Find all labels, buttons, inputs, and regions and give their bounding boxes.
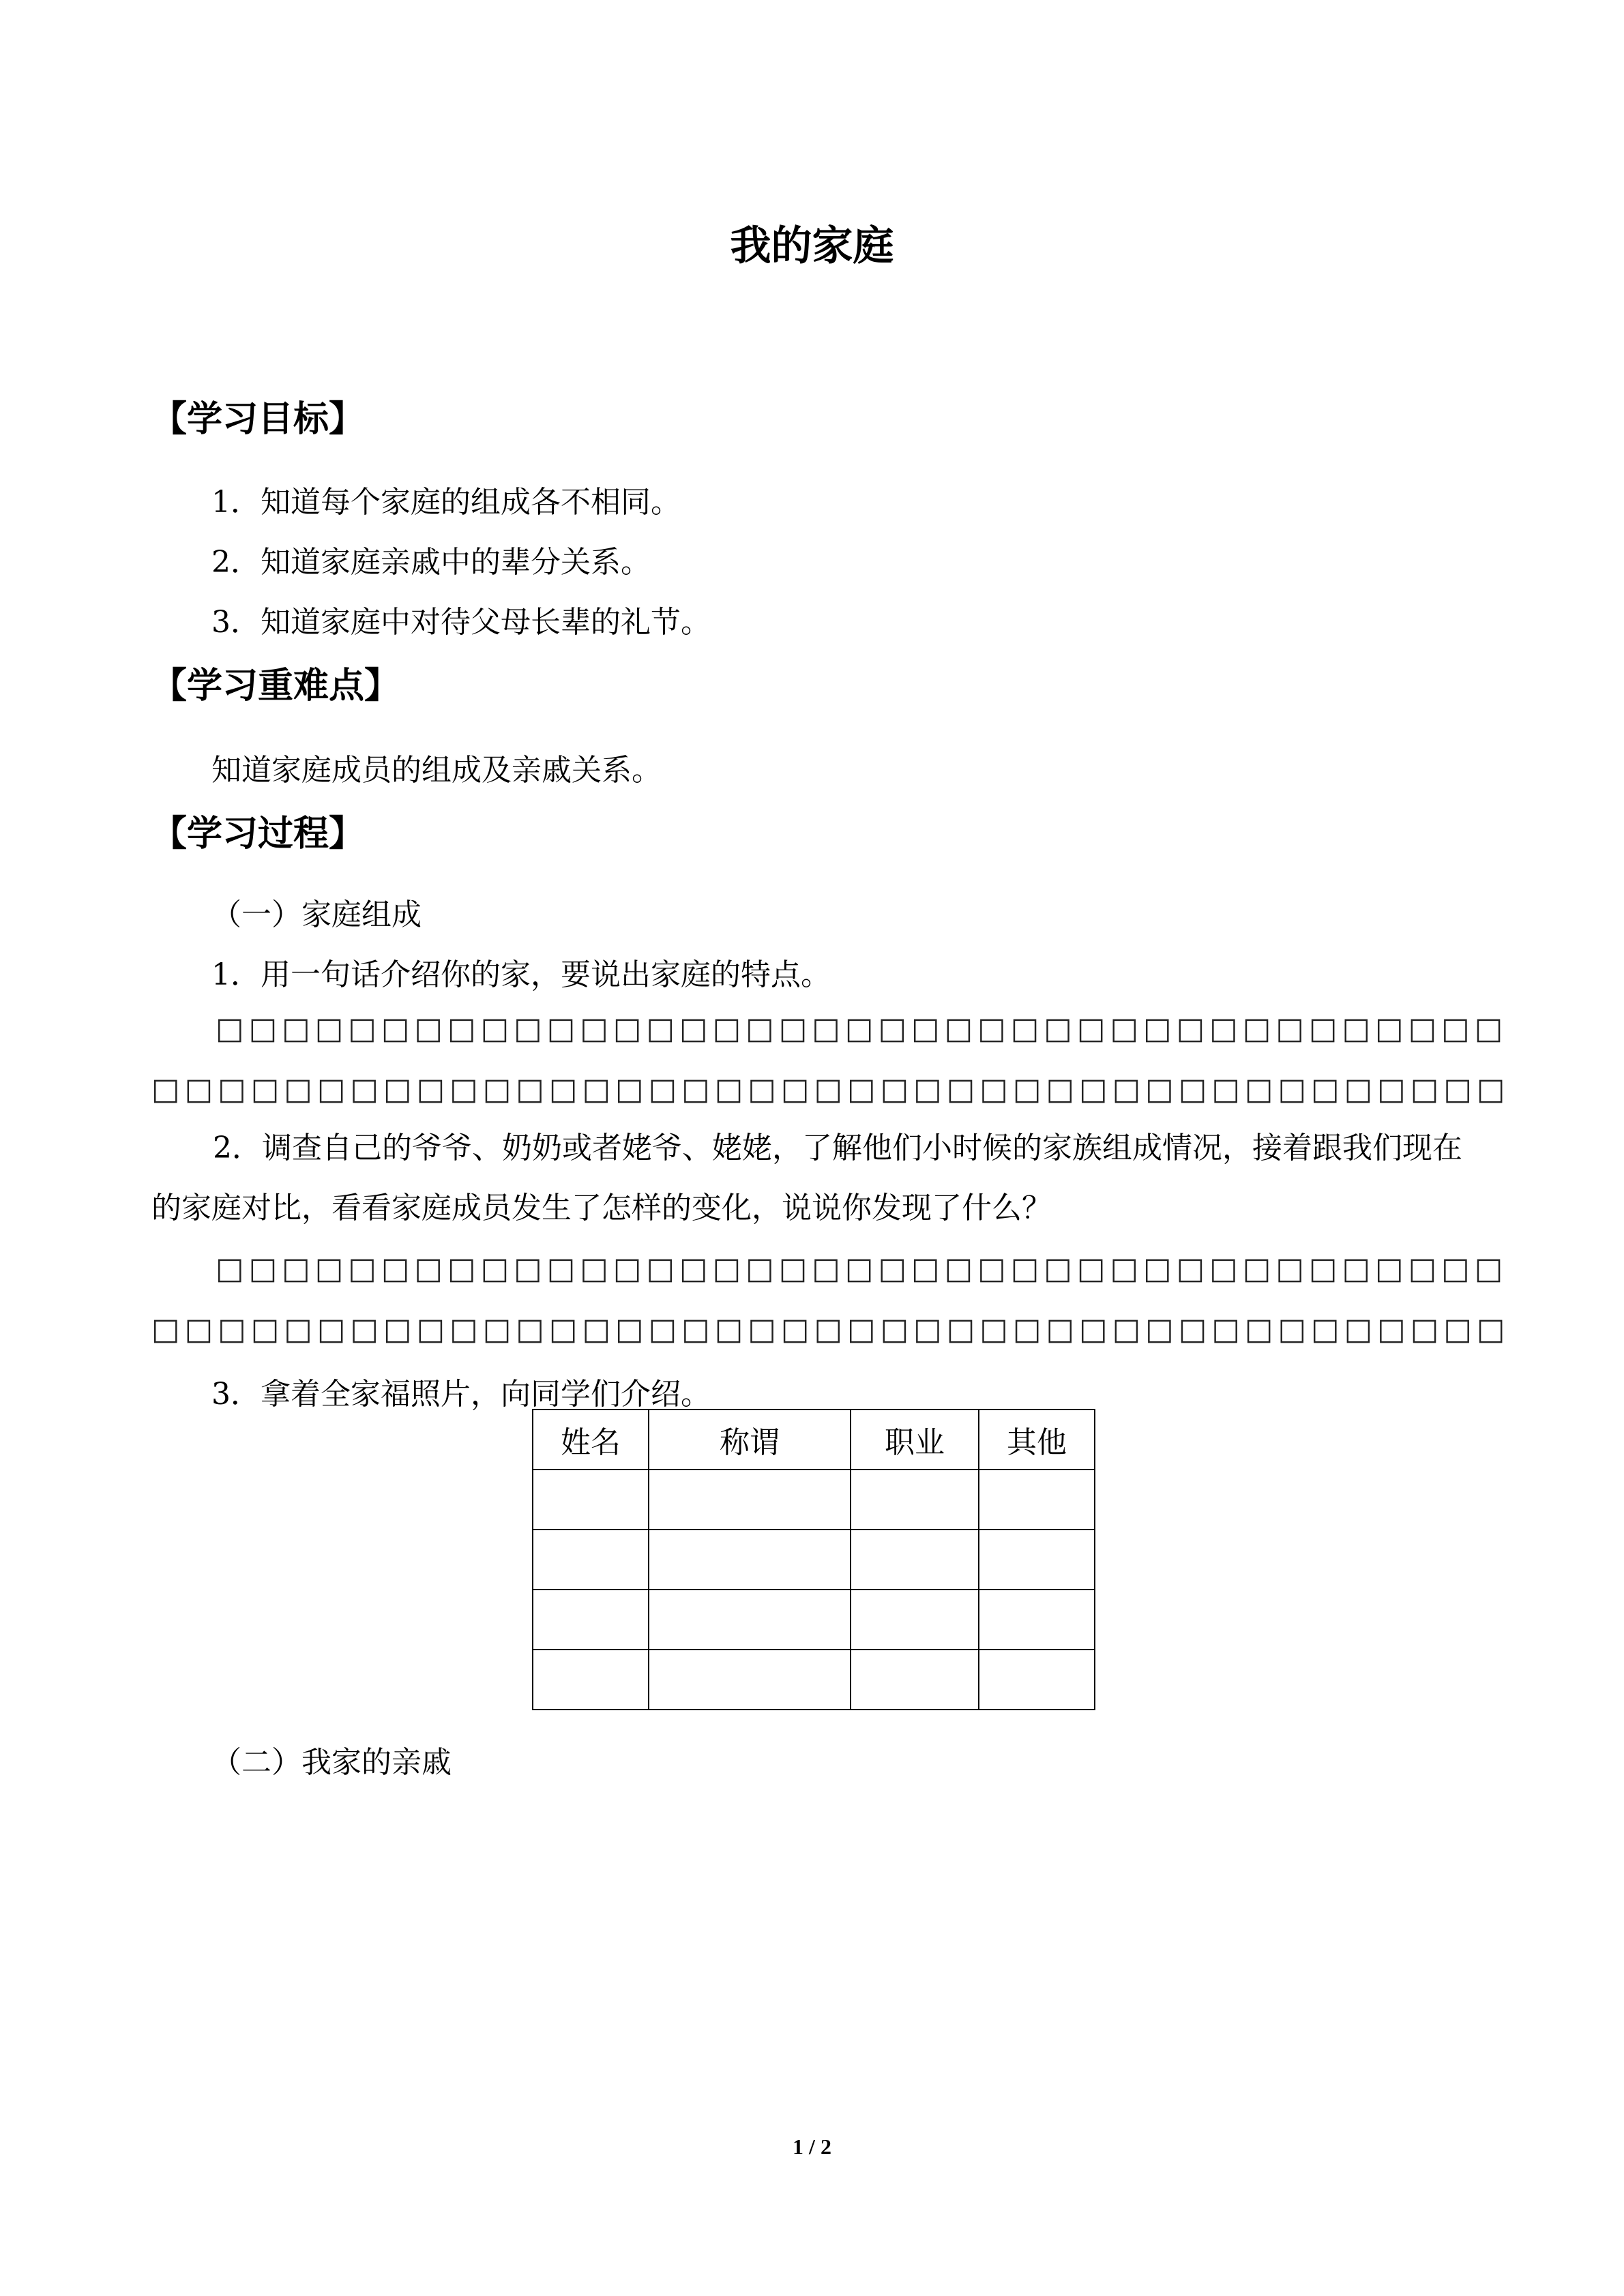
family-table (532, 1409, 1095, 1710)
table-cell[interactable] (979, 1470, 1095, 1530)
header-title: 称谓 (649, 1410, 851, 1470)
table-cell[interactable] (851, 1650, 979, 1710)
header-name: 姓名 (533, 1410, 649, 1470)
question-2: 2．调查自己的爷爷、奶奶或者姥爷、姥姥，了解他们小时候的家族组成情况，接着跟我们现在的家庭对比，看看家庭成员发生了怎样的变化，说说你发现了什么？ (151, 1131, 1462, 1225)
table-header-row (533, 1410, 1095, 1470)
process-heading: 【学习过程】 (151, 814, 365, 854)
table-cell[interactable] (649, 1650, 851, 1710)
page-title: 我的家庭 (730, 222, 894, 270)
answer-boxes-q2-line1[interactable]: □□□□□□□□□□□□□□□□□□□□□□□□□□□□□□□□□□□□□□□ (216, 1251, 1508, 1286)
table-cell[interactable] (851, 1470, 979, 1530)
goal-item-1: 1．知道每个家庭的组成各不相同。 (211, 485, 681, 520)
header-other: 其他 (979, 1410, 1095, 1470)
section1-title: （一）家庭组成 (211, 897, 422, 932)
header-occupation: 职业 (851, 1410, 979, 1470)
page-number: 1 / 2 (793, 2134, 831, 2159)
table-cell[interactable] (533, 1650, 649, 1710)
table-cell[interactable] (649, 1530, 851, 1590)
key-points-text: 知道家庭成员的组成及亲戚关系。 (211, 753, 662, 788)
table-row (533, 1470, 1095, 1530)
table-cell[interactable] (851, 1590, 979, 1650)
section2-title: （二）我家的亲戚 (211, 1745, 452, 1780)
question-1: 1．用一句话介绍你的家，要说出家庭的特点。 (211, 957, 831, 992)
question-3: 3．拿着全家福照片，向同学们介绍。 (211, 1377, 711, 1412)
table-cell[interactable] (979, 1530, 1095, 1590)
table-cell[interactable] (649, 1470, 851, 1530)
table-cell[interactable] (533, 1470, 649, 1530)
answer-boxes-q2-line2[interactable]: □□□□□□□□□□□□□□□□□□□□□□□□□□□□□□□□□□□□□□□□□ (151, 1312, 1510, 1347)
answer-boxes-q1-line2[interactable]: □□□□□□□□□□□□□□□□□□□□□□□□□□□□□□□□□□□□□□□□□ (151, 1072, 1510, 1107)
table-cell[interactable] (979, 1650, 1095, 1710)
answer-boxes-q1-line1[interactable]: □□□□□□□□□□□□□□□□□□□□□□□□□□□□□□□□□□□□□□□ (216, 1011, 1508, 1046)
table-cell[interactable] (851, 1530, 979, 1590)
table-cell[interactable] (979, 1590, 1095, 1650)
key-points-heading: 【学习重难点】 (151, 666, 400, 706)
table-cell[interactable] (533, 1530, 649, 1590)
table-cell[interactable] (649, 1590, 851, 1650)
goal-item-3: 3．知道家庭中对待父母长辈的礼节。 (211, 605, 711, 640)
table-row (533, 1590, 1095, 1650)
table-cell[interactable] (533, 1590, 649, 1650)
table-row (533, 1530, 1095, 1590)
table-row (533, 1650, 1095, 1710)
goal-item-2: 2．知道家庭亲戚中的辈分关系。 (211, 545, 651, 580)
goals-heading: 【学习目标】 (151, 399, 365, 440)
